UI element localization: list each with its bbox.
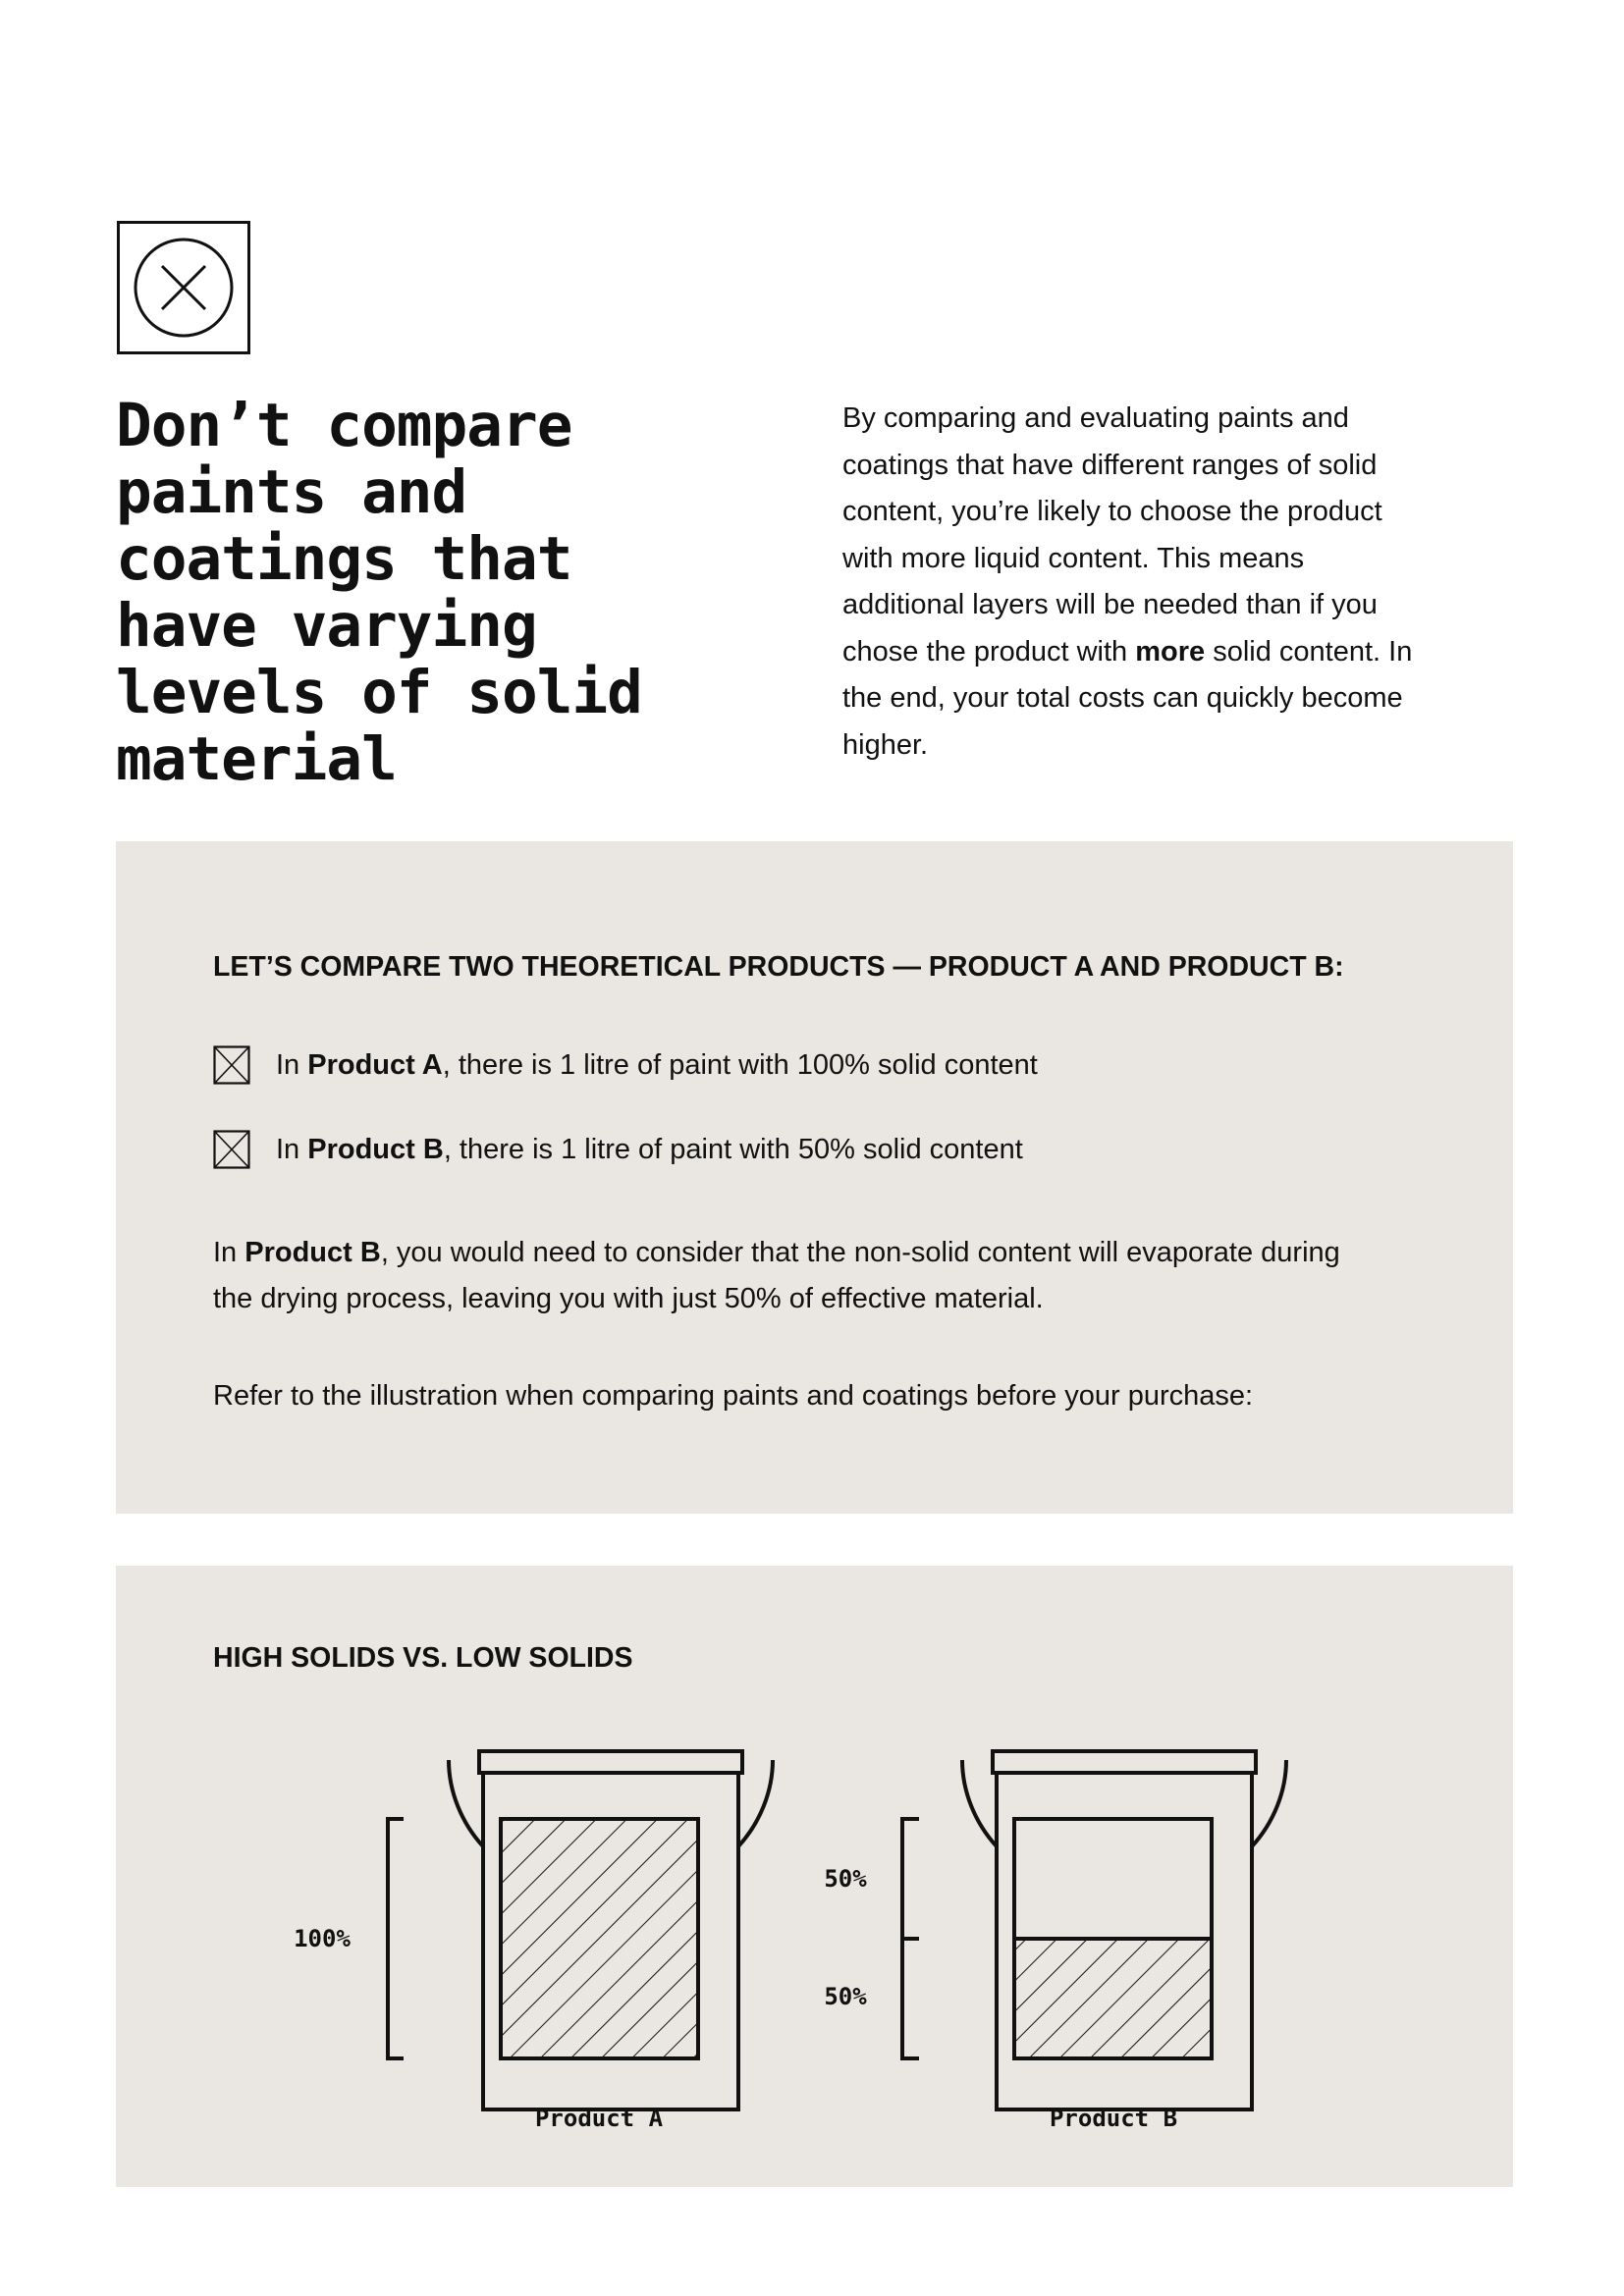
product-a-label: Product A [534, 2105, 664, 2132]
comparison-panel [116, 841, 1513, 1514]
close-circle-icon [120, 224, 247, 351]
solid-fill-product-a [501, 1819, 698, 2058]
bucket-product-b [962, 1751, 1286, 2109]
bullet-text [276, 1134, 1023, 1166]
intro-text-start: By comparing and evaluating paints and coatings that have different ranges of solid content, you’re likely to choose the product with more liquid content. This means additional layers will be needed than if you chose the product with [842, 402, 1382, 667]
bullet-product-name: Product B [307, 1133, 444, 1165]
bucket-product-a [449, 1751, 773, 2109]
bracket-product-a [388, 1819, 404, 2058]
illustration-panel [116, 1566, 1513, 2187]
product-b-label: Product B [1049, 2105, 1178, 2132]
illustration-title: HIGH SOLIDS VS. LOW SOLIDS [213, 1642, 633, 1674]
bracket-product-b [902, 1819, 919, 2058]
solid-fill-product-b [1014, 1939, 1212, 2058]
note-product-name: Product B [244, 1237, 381, 1268]
close-icon-badge [117, 221, 250, 354]
checkbox-x-icon [213, 1130, 250, 1169]
note-prefix: In [213, 1237, 245, 1268]
percent-label-b-bottom: 50% [824, 1983, 867, 2010]
bullet-product-a [213, 1045, 1038, 1085]
intro-paragraph [842, 396, 1432, 769]
bullet-suffix: , there is 1 litre of paint with 50% solid content [443, 1133, 1023, 1165]
bullet-product-name: Product A [307, 1048, 443, 1081]
evaporation-note [213, 1230, 1342, 1322]
checkbox-x-icon [213, 1045, 250, 1085]
bullet-text [276, 1049, 1038, 1082]
illustration-reference: Refer to the illustration when comparing paints and coatings before your purchase: [213, 1380, 1254, 1412]
note-suffix: , you would need to consider that the non-solid content will evaporate during the drying process, leaving you with just 50% of effective material. [213, 1237, 1340, 1314]
bullet-prefix: In [276, 1133, 308, 1165]
percent-label-b-top: 50% [824, 1865, 867, 1893]
bullet-prefix: In [276, 1048, 308, 1081]
intro-emphasis: more [1135, 635, 1206, 667]
bullet-product-b [213, 1130, 1023, 1169]
page-title: Don’t compare paints and coatings that have varying levels of solid material [116, 391, 642, 794]
intro-text-end: solid content. In the end, your total costs can quickly become higher. [842, 635, 1413, 761]
paint-bucket-illustration [116, 1566, 1513, 2187]
comparison-title: LET’S COMPARE TWO THEORETICAL PRODUCTS — PRODUCT A AND PRODUCT B: [213, 951, 1344, 983]
bullet-suffix: , there is 1 litre of paint with 100% solid content [442, 1048, 1038, 1081]
percent-label-a: 100% [294, 1925, 351, 1952]
